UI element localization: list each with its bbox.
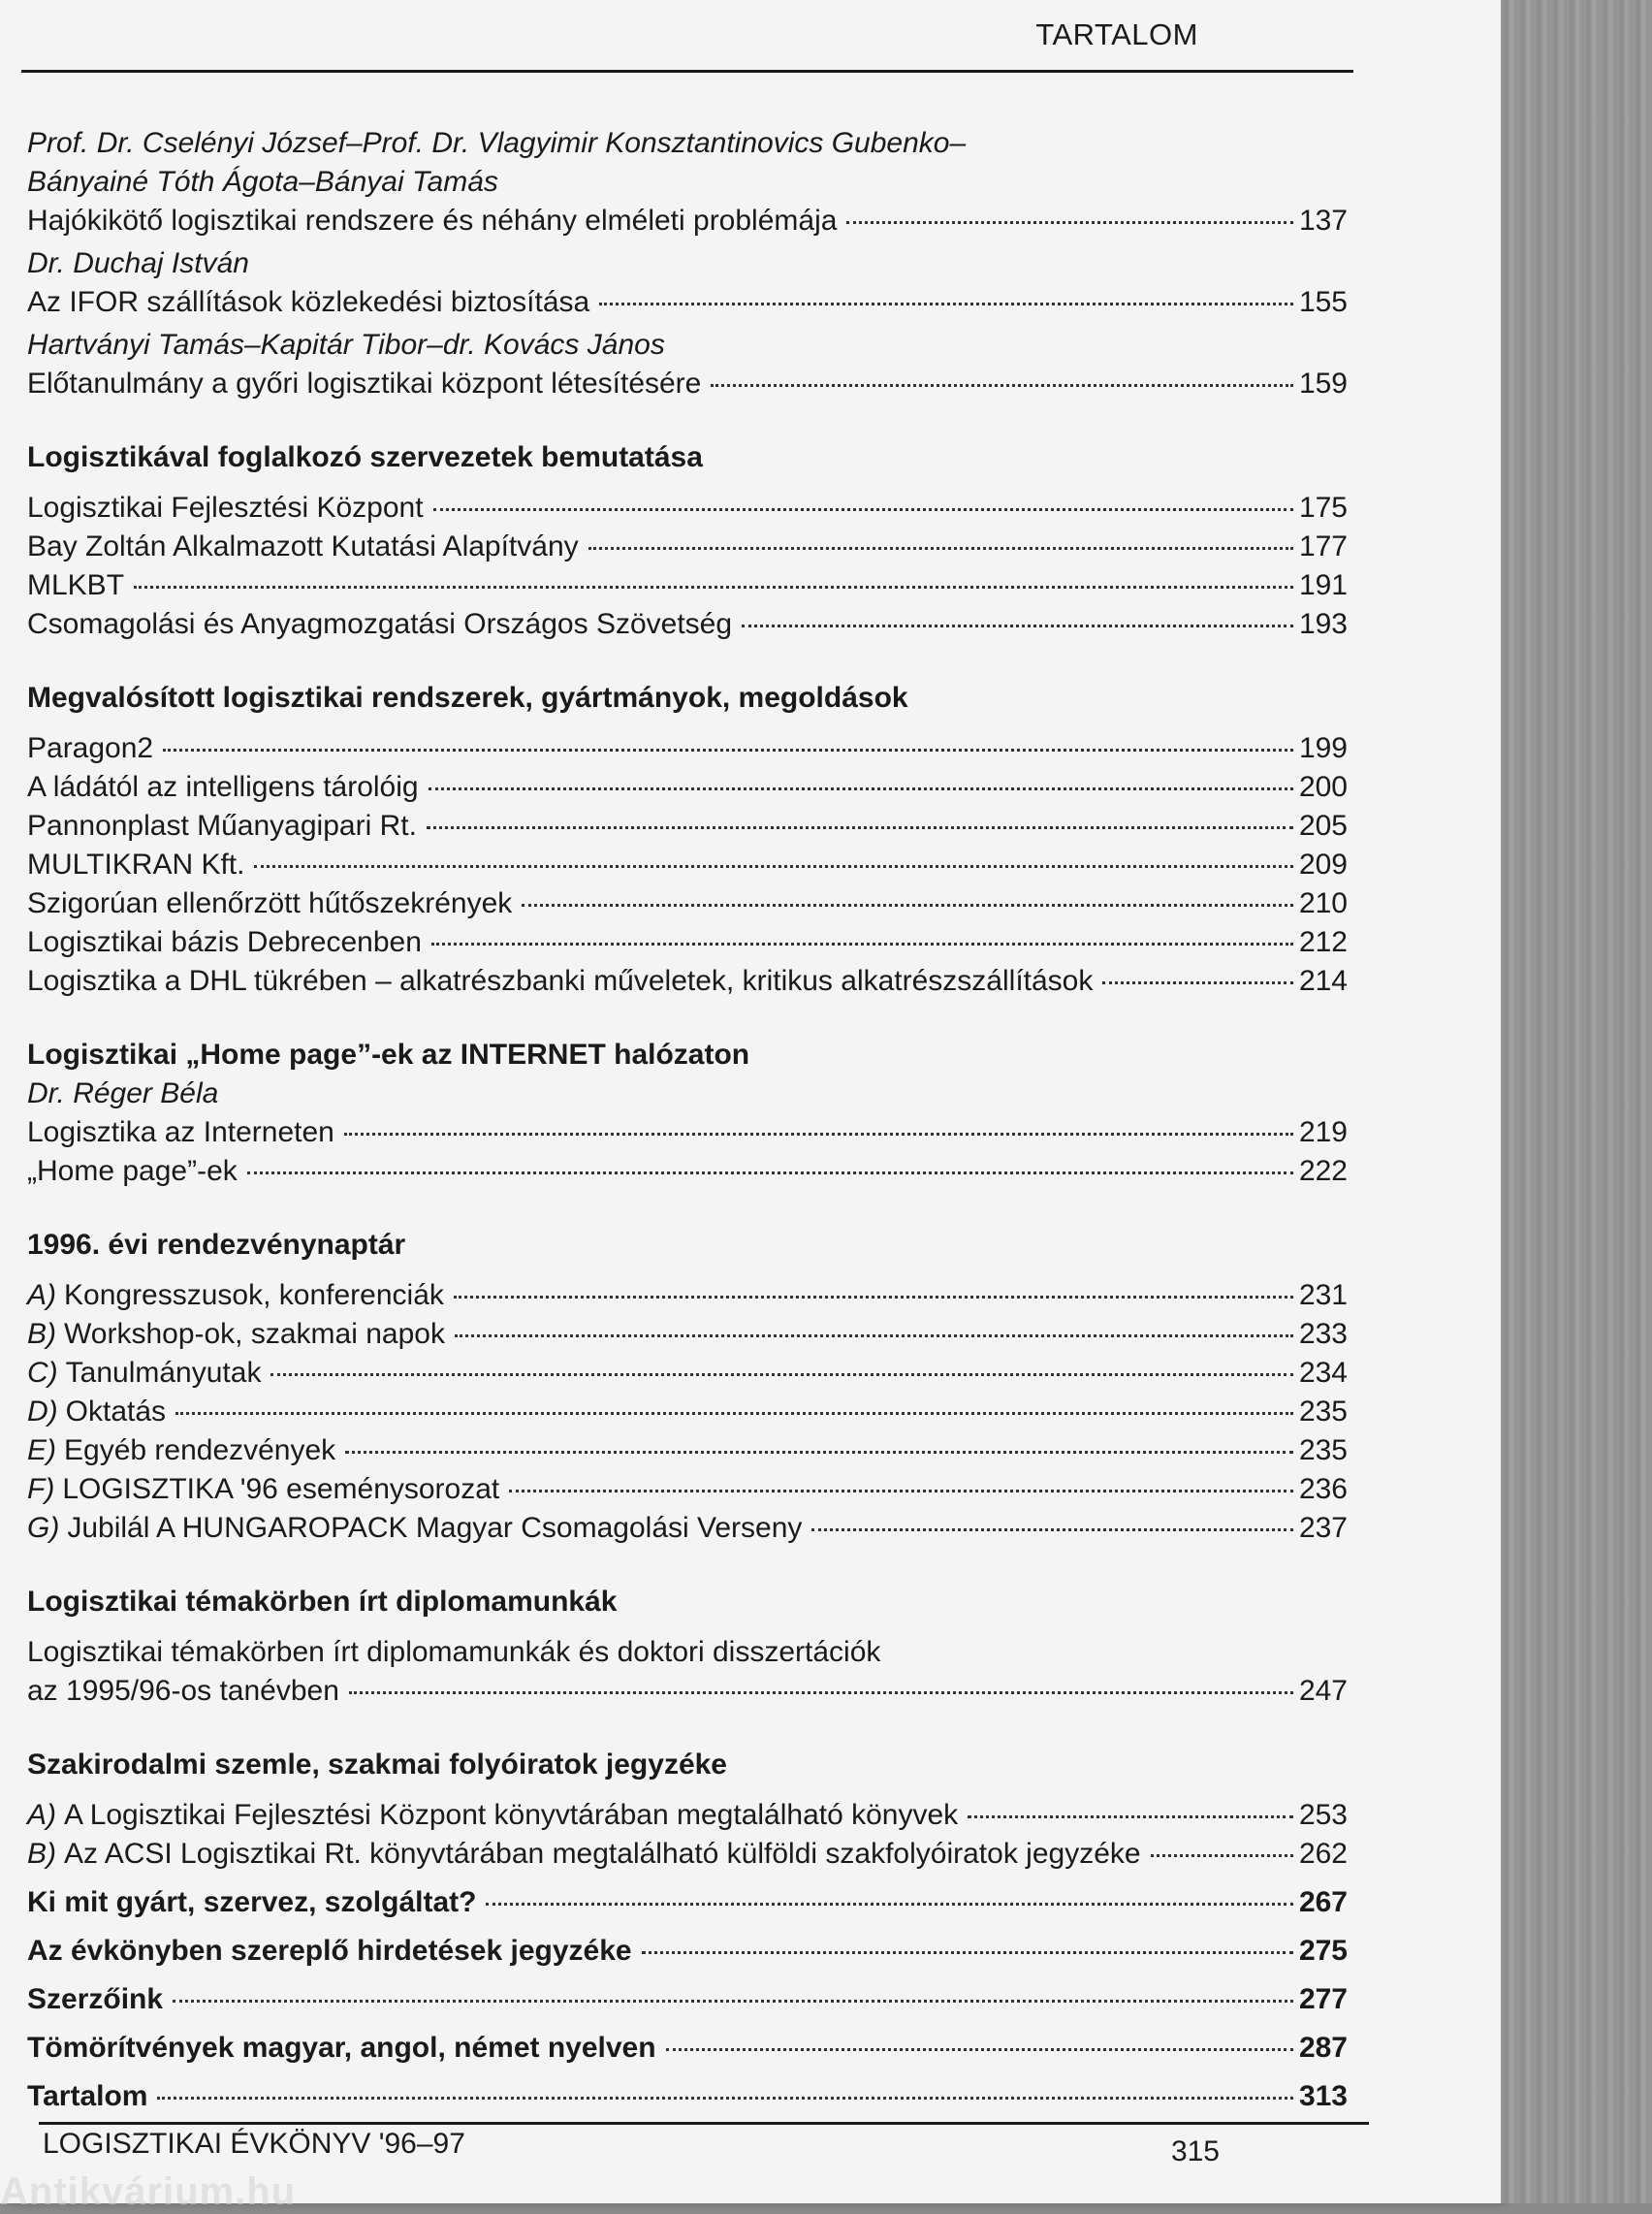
leader-dots <box>666 2048 1293 2051</box>
entry-title: Logisztika a DHL tükrében – alkatrészbanki műveletek, kritikus alkatrészszállítások <box>27 965 1094 997</box>
entry-title: A ládától az intelligens tárolóig <box>27 771 419 803</box>
toc-entry[interactable] <box>27 489 1348 528</box>
item-letter: A) <box>27 1279 56 1311</box>
toc-entry-bold[interactable] <box>27 1883 1348 1922</box>
page-number: 313 <box>1298 2080 1348 2112</box>
entry-title: MULTIKRAN Kft. <box>27 849 245 881</box>
leader-dots <box>349 1691 1293 1694</box>
leader-dots <box>134 586 1293 589</box>
entry-title: Az évkönyben szereplő hirdetések jegyzéke <box>27 1935 632 1967</box>
page-number: 235 <box>1298 1434 1348 1466</box>
item-letter: C) <box>27 1357 58 1389</box>
page-number: 175 <box>1298 492 1348 524</box>
entry-title: az 1995/96-os tanévben <box>27 1675 339 1707</box>
leader-dots <box>345 1451 1293 1454</box>
entry-title: LOGISZTIKA '96 eseménysorozat <box>62 1473 500 1505</box>
page-number: 177 <box>1298 530 1348 562</box>
entry-title: Tartalom <box>27 2080 148 2112</box>
page-number: 222 <box>1298 1155 1348 1187</box>
toc-entry[interactable] <box>27 283 1348 322</box>
page-number: 234 <box>1298 1357 1348 1389</box>
toc-entry[interactable] <box>27 566 1348 605</box>
entry-title: Logisztika az Interneten <box>27 1116 334 1148</box>
footer-title: LOGISZTIKAI ÉVKÖNYV '96–97 <box>43 2128 465 2160</box>
entry-title: Tanulmányutak <box>65 1357 262 1389</box>
entry-title: Jubilál A HUNGAROPACK Magyar Csomagolási Verseny <box>67 1512 803 1544</box>
toc-entry[interactable] <box>27 1152 1348 1191</box>
toc-entry[interactable] <box>27 846 1348 884</box>
page-number: 212 <box>1298 926 1348 958</box>
page-number: 137 <box>1298 205 1348 237</box>
entry-title: Logisztikai Fejlesztési Központ <box>27 492 424 524</box>
page-number: 237 <box>1298 1512 1348 1544</box>
page-number: 210 <box>1298 887 1348 919</box>
item-letter: G) <box>27 1512 60 1544</box>
toc-entry-bold[interactable] <box>27 1980 1348 2019</box>
page-number: 262 <box>1298 1838 1348 1870</box>
toc-entry[interactable] <box>27 605 1348 644</box>
page-number: 159 <box>1298 368 1348 400</box>
leader-dots <box>588 547 1293 550</box>
toc-content <box>27 124 1348 2116</box>
toc-entry[interactable] <box>27 1431 1348 1470</box>
leader-dots <box>968 1815 1293 1818</box>
toc-entry[interactable] <box>27 1835 1348 1874</box>
leader-dots <box>711 384 1293 387</box>
leader-dots <box>247 1171 1293 1174</box>
toc-entry-bold[interactable] <box>27 1932 1348 1971</box>
page-number: 191 <box>1298 569 1348 601</box>
toc-entry[interactable] <box>27 1354 1348 1393</box>
leader-dots <box>433 508 1293 511</box>
entry-title: Kongresszusok, konferenciák <box>64 1279 444 1311</box>
entry-title: Az ACSI Logisztikai Rt. könyvtárában megtalálható külföldi szakfolyóiratok jegyzéke <box>64 1838 1141 1870</box>
watermark: Antikvárium.hu <box>0 2170 297 2213</box>
toc-entry[interactable] <box>27 1796 1348 1835</box>
toc-entry[interactable] <box>27 768 1348 807</box>
toc-entry[interactable] <box>27 807 1348 846</box>
page-number: 247 <box>1298 1675 1348 1707</box>
author-line: Dr. Réger Béla <box>27 1077 219 1109</box>
author-line: Hartványi Tamás–Kapitár Tibor–dr. Kovács János <box>27 329 665 361</box>
toc-entry[interactable] <box>27 729 1348 768</box>
page-number: 253 <box>1298 1799 1348 1831</box>
toc-entry[interactable] <box>27 1393 1348 1431</box>
leader-dots <box>742 625 1293 627</box>
page-number: 277 <box>1298 1983 1348 2015</box>
leader-dots <box>454 1296 1293 1299</box>
leader-dots <box>427 826 1293 829</box>
page-number: 214 <box>1298 965 1348 997</box>
entry-title: MLKBT <box>27 569 125 601</box>
leader-dots <box>175 1412 1293 1415</box>
leader-dots <box>811 1528 1293 1531</box>
leader-dots <box>429 787 1293 790</box>
leader-dots <box>163 749 1293 752</box>
toc-entry[interactable] <box>27 1315 1348 1354</box>
entry-title: Szigorúan ellenőrzött hűtőszekrények <box>27 887 513 919</box>
item-letter: B) <box>27 1838 56 1870</box>
entry-title: Pannonplast Műanyagipari Rt. <box>27 810 417 842</box>
footer-rule <box>39 2122 1369 2125</box>
entry-title: Workshop-ok, szakmai napok <box>64 1318 445 1350</box>
toc-entry[interactable] <box>27 884 1348 923</box>
entry-title: Tömörítvények magyar, angol, német nyelven <box>27 2032 656 2064</box>
section-heading: Logisztikával foglalkozó szervezetek bemutatása <box>27 441 703 473</box>
toc-entry[interactable] <box>27 1470 1348 1509</box>
page-number: 233 <box>1298 1318 1348 1350</box>
item-letter: D) <box>27 1396 58 1428</box>
page-number: 193 <box>1298 608 1348 640</box>
entry-title: Logisztikai bázis Debrecenben <box>27 926 422 958</box>
leader-dots <box>599 303 1293 305</box>
page-edge <box>1501 0 1652 2203</box>
toc-entry[interactable] <box>27 528 1348 566</box>
page-number: 200 <box>1298 771 1348 803</box>
leader-dots <box>846 221 1293 224</box>
page-number: 287 <box>1298 2032 1348 2064</box>
page-number: 275 <box>1298 1935 1348 1967</box>
author-line: Bányainé Tóth Ágota–Bányai Tamás <box>27 166 498 198</box>
item-letter: A) <box>27 1799 56 1831</box>
toc-entry[interactable] <box>27 1276 1348 1315</box>
page-number: 155 <box>1298 286 1348 318</box>
item-letter: F) <box>27 1473 55 1505</box>
author-line: Dr. Duchaj István <box>27 247 249 279</box>
toc-entry[interactable] <box>27 962 1348 1001</box>
leader-dots <box>642 1951 1293 1954</box>
entry-title: Hajókikötő logisztikai rendszere és néhány elméleti problémája <box>27 205 838 237</box>
page-number: 235 <box>1298 1396 1348 1428</box>
entry-title: Szerzőink <box>27 1983 164 2015</box>
leader-dots <box>270 1373 1292 1376</box>
header-rule <box>21 70 1353 73</box>
entry-title: Az IFOR szállítások közlekedési biztosítása <box>27 286 590 318</box>
entry-title: Ki mit gyárt, szervez, szolgáltat? <box>27 1886 477 1918</box>
running-header: TARTALOM <box>1035 17 1198 51</box>
leader-dots <box>431 943 1293 946</box>
leader-dots <box>486 1903 1292 1906</box>
toc-entry-bold[interactable] <box>27 2029 1348 2068</box>
item-letter: B) <box>27 1318 56 1350</box>
page-number: 205 <box>1298 810 1348 842</box>
section-heading: Logisztikai „Home page”-ek az INTERNET halózaton <box>27 1039 750 1071</box>
leader-dots <box>344 1133 1293 1136</box>
entry-title: „Home page”-ek <box>27 1155 238 1187</box>
leader-dots <box>1102 981 1293 984</box>
section-heading: 1996. évi rendezvénynaptár <box>27 1229 406 1261</box>
footer-page-number: 315 <box>1170 2135 1220 2167</box>
toc-entry[interactable] <box>27 1672 1348 1711</box>
leader-dots <box>522 904 1293 907</box>
toc-entry-bold[interactable] <box>27 2077 1348 2116</box>
leader-dots <box>509 1490 1293 1492</box>
page-number: 236 <box>1298 1473 1348 1505</box>
leader-dots <box>157 2097 1292 2100</box>
entry-title: Előtanulmány a győri logisztikai központ létesítésére <box>27 368 702 400</box>
toc-entry[interactable] <box>27 365 1348 403</box>
page-number: 209 <box>1298 849 1348 881</box>
author-line: Prof. Dr. Cselényi József–Prof. Dr. Vlagyimir Konsztantinovics Gubenko– <box>27 127 967 159</box>
leader-dots <box>254 865 1292 868</box>
entry-title: Egyéb rendezvények <box>64 1434 336 1466</box>
toc-entry[interactable] <box>27 1509 1348 1548</box>
item-letter: E) <box>27 1434 56 1466</box>
page-number: 231 <box>1298 1279 1348 1311</box>
entry-title: Oktatás <box>65 1396 167 1428</box>
toc-entry[interactable] <box>27 202 1348 241</box>
leader-dots <box>173 2000 1293 2003</box>
page-number: 219 <box>1298 1116 1348 1148</box>
leader-dots <box>1151 1854 1293 1857</box>
entry-title: A Logisztikai Fejlesztési Központ könyvtárában megtalálható könyvek <box>64 1799 959 1831</box>
toc-entry[interactable] <box>27 1113 1348 1152</box>
page-number: 199 <box>1298 732 1348 764</box>
section-heading: Szakirodalmi szemle, szakmai folyóiratok jegyzéke <box>27 1749 727 1781</box>
entry-title: Csomagolási és Anyagmozgatási Országos Szövetség <box>27 608 733 640</box>
page-number: 267 <box>1298 1886 1348 1918</box>
entry-title: Paragon2 <box>27 732 154 764</box>
section-heading: Logisztikai témakörben írt diplomamunkák <box>27 1586 618 1618</box>
leader-dots <box>455 1334 1293 1337</box>
toc-entry[interactable] <box>27 923 1348 962</box>
entry-title: Bay Zoltán Alkalmazott Kutatási Alapítvány <box>27 530 579 562</box>
section-heading: Megvalósított logisztikai rendszerek, gyártmányok, megoldások <box>27 682 908 714</box>
entry-title-line: Logisztikai témakörben írt diplomamunkák és doktori disszertációk <box>27 1636 881 1668</box>
